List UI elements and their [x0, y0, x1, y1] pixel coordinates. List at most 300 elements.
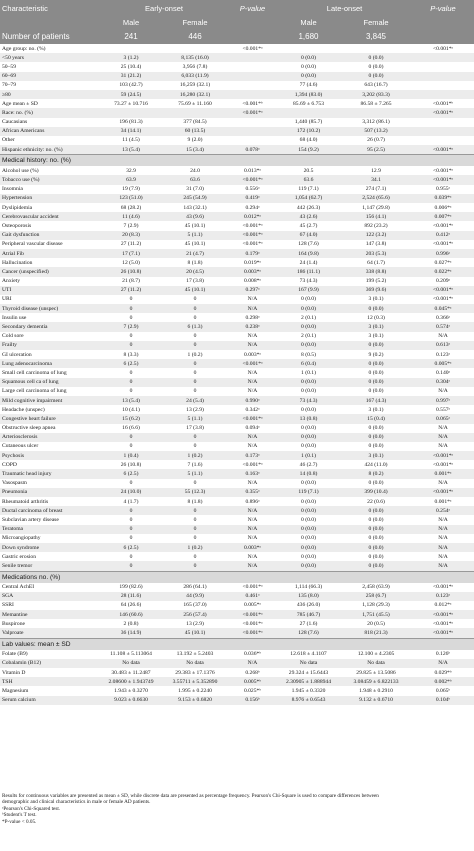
early-female-cell: 245 (54.9): [162, 194, 228, 203]
late-p-value-cell: <0.001*ᵃ: [432, 222, 454, 229]
late-p-value-cell: [412, 127, 474, 136]
early-p-value-cell: 0.179ᵃ: [228, 249, 277, 258]
footnote-line: ᵇStudent's T test.: [2, 812, 37, 819]
late-p-value-cell: 0.001*ᵃ: [412, 469, 474, 478]
late-female-cell: 1,751 (45.5): [340, 610, 412, 619]
table-row: [0, 601, 474, 610]
row-label: Frailty: [0, 341, 100, 350]
early-p-value-cell: N/A: [228, 561, 277, 571]
late-female-cell: 29.825 ± 13.5086: [356, 669, 396, 676]
early-male-cell: 9.023 ± 0.6630: [100, 696, 162, 705]
row-label: Insulin use: [2, 314, 27, 321]
late-male-cell: 46 (2.7): [299, 461, 318, 468]
early-female-cell: 16,280 (32.1): [162, 90, 228, 99]
early-p-value-cell: <0.001*ᵃ: [242, 45, 263, 52]
early-p-value-cell: 0.012*ᵃ: [228, 212, 277, 221]
early-male-cell: 15 (6.2): [100, 414, 162, 423]
early-female-cell: 0: [193, 314, 197, 321]
late-female-cell: 892 (23.2): [364, 222, 388, 229]
early-p-value-cell: 0.163ᵃ: [228, 469, 277, 478]
late-p-value-cell: N/A: [438, 388, 448, 395]
late-female-cell: 203 (5.3): [340, 249, 412, 258]
row-label: Valproate: [0, 628, 100, 638]
early-p-value-cell: <0.001*ᵃ: [228, 610, 277, 619]
early-p-value-cell: N/A: [247, 333, 258, 340]
row-label: Cutaneous ulcer: [2, 443, 39, 450]
table-row: [0, 451, 474, 460]
early-male-cell: 34 (14.1): [100, 127, 162, 136]
early-male-cell: 11.108 ± 5.113064: [110, 651, 152, 658]
late-p-value-cell: 0.001*ᵃ: [434, 498, 452, 505]
late-p-value-cell: 0.039*ᵃ: [412, 194, 474, 203]
late-female-cell: 1,147 (29.8): [362, 204, 390, 211]
late-male-cell: 1,394 (83.0): [277, 90, 340, 99]
early-p-value-cell: [228, 81, 277, 90]
row-label: Mild cognitive impairment: [0, 396, 100, 405]
row-label: Other: [2, 137, 15, 144]
early-p-value-cell: 0.094ᵃ: [245, 425, 260, 432]
early-p-value-cell: <0.001*ᵃ: [228, 414, 277, 423]
row-label: Large cell carcinoma of lung: [2, 388, 67, 395]
early-male-cell: 28 (11.6): [100, 592, 162, 601]
late-p-value-cell: [412, 118, 474, 127]
number-of-patients-row: [0, 29, 474, 44]
late-female-cell: 12.9: [371, 167, 381, 174]
early-p-value-cell: <0.001*ᵃ: [242, 620, 263, 627]
table-row: [0, 127, 474, 136]
late-male-cell: 0 (0.0): [301, 296, 316, 303]
early-male-cell: 7 (2.9): [123, 222, 139, 229]
table-row: [0, 469, 474, 478]
early-female-cell: 0: [193, 535, 197, 542]
late-male-cell: 1 (0.1): [277, 451, 340, 460]
table-row: [0, 534, 474, 543]
table-row: [0, 628, 474, 638]
late-male-cell: 785 (46.7): [277, 610, 340, 619]
early-female-cell: 0: [162, 506, 228, 515]
lab-values-section-title: Lab values: mean ± SD: [0, 638, 474, 650]
early-p-value-cell: 0.461ᵃ: [228, 592, 277, 601]
late-p-value-cell: 0.029*ᵇ: [434, 669, 452, 676]
early-male-cell: 36 (14.9): [100, 628, 162, 638]
late-female-cell: 0 (0.0): [340, 53, 412, 62]
late-p-value-cell: N/A: [438, 535, 448, 542]
early-male-cell: 68 (28.2): [120, 204, 142, 211]
early-female-cell: 0: [162, 304, 228, 313]
row-label: Anxiety: [2, 278, 21, 285]
row-label: Psychosis: [0, 451, 100, 460]
row-label: Buspirone: [2, 620, 25, 627]
late-p-value-cell: N/A: [438, 516, 448, 523]
sex-header-row: [0, 16, 474, 29]
late-male-cell: 167 (9.9): [277, 286, 340, 295]
late-male-cell: 0 (0.0): [301, 425, 316, 432]
early-female-cell: 0: [193, 553, 197, 560]
row-label: Caucasians: [2, 119, 28, 126]
late-female-cell: [340, 108, 412, 117]
early-p-value-cell: 0.556ᵃ: [245, 186, 260, 193]
table-row: [0, 610, 474, 619]
late-p-value-cell: 0.613ᵃ: [412, 341, 474, 350]
late-p-value-cell: 0.366ᵃ: [435, 314, 451, 321]
row-label: Senile tremor: [0, 561, 100, 571]
late-female-cell: 2,524 (65.6): [340, 194, 412, 203]
row-label: Ductal carcinoma of breast: [0, 506, 100, 515]
late-p-value-cell: 0.126ᵇ: [435, 651, 451, 658]
table-row: [0, 552, 474, 561]
late-male-cell: 0 (0.0): [301, 498, 316, 505]
table-row: [0, 341, 474, 350]
early-female-cell: 15 (3.4): [162, 145, 228, 155]
n-late-male: 1,680: [277, 29, 340, 44]
early-male-cell: 123 (51.0): [100, 194, 162, 203]
early-female-cell: 55 (12.3): [162, 488, 228, 497]
early-male-cell: 196 (81.3): [119, 119, 143, 126]
early-p-value-cell: <0.001*ᵃ: [242, 461, 263, 468]
early-female-cell: 8,135 (16.0): [162, 53, 228, 62]
late-female-cell: 0 (0.0): [340, 561, 412, 571]
late-p-value-cell: N/A: [438, 443, 448, 450]
late-p-value-cell: N/A: [412, 561, 474, 571]
row-label: Secondary dementia: [0, 322, 100, 331]
early-male-cell: 0: [129, 535, 133, 542]
early-male-cell: 0: [129, 443, 133, 450]
table-row: [0, 442, 474, 451]
late-p-value-cell: <0.001*ᵃ: [412, 488, 474, 497]
row-label: Hypertension: [0, 194, 100, 203]
late-male-cell: 119 (7.1): [277, 488, 340, 497]
late-female-cell: No data: [340, 659, 412, 668]
table-row: [0, 286, 474, 295]
late-female-cell: 424 (11.0): [364, 461, 388, 468]
late-male-cell: 2 (0.1): [301, 333, 316, 340]
early-female-cell: 60 (13.5): [162, 127, 228, 136]
early-female-cell: 3,956 (7.8): [182, 63, 208, 70]
late-female-cell: 3 (0.1): [368, 333, 384, 340]
row-label: Pneumonia: [0, 488, 100, 497]
late-p-value-cell: [412, 81, 474, 90]
early-p-value-cell: 0.268ᵇ: [245, 669, 260, 676]
late-female-cell: 167 (4.3): [340, 396, 412, 405]
late-male-cell: 0 (0.0): [301, 406, 316, 413]
early-male-cell: 25 (10.4): [120, 63, 142, 70]
table-row: [0, 212, 474, 221]
medical-history-section: [0, 155, 474, 167]
late-male-cell: 45 (2.7): [299, 222, 318, 229]
early-p-value-cell: 0.156ᵇ: [228, 696, 277, 705]
row-label: Memantine: [0, 610, 100, 619]
early-p-value-cell: 0.238ᵃ: [228, 322, 277, 331]
late-p-value-cell: 0.065ᵇ: [435, 687, 451, 694]
late-female-cell: 0 (0.0): [368, 480, 384, 487]
early-p-value-cell: <0.001*ᵃ: [228, 231, 277, 240]
table-row: [0, 619, 474, 628]
table-row: [0, 332, 474, 341]
early-female-cell: 3.55711 ± 5.352890: [162, 677, 228, 686]
early-p-value-cell: N/A: [228, 525, 277, 534]
late-male-cell: 128 (7.6): [298, 241, 319, 248]
late-male-cell: 0 (0.0): [277, 561, 340, 571]
early-p-value-cell: N/A: [247, 296, 258, 303]
early-male-cell: 0: [129, 314, 133, 321]
row-label: Dyslipidemia: [2, 204, 33, 211]
row-label: Teratoma: [0, 525, 100, 534]
footnote-line: *P-value < 0.05.: [2, 818, 37, 825]
early-p-value-cell: 0.036*ᵇ: [243, 651, 262, 658]
late-p-value-cell: 0.002*ᵇ: [412, 677, 474, 686]
row-label: Squamous cell ca of lung: [0, 378, 100, 387]
footnote-line: ᵃPearson's Chi-Squared test.: [2, 805, 61, 812]
row-label: Subclavian artery disease: [2, 516, 59, 523]
early-p-value-cell: N/A: [228, 378, 277, 387]
table-row: [0, 99, 474, 108]
early-female-cell: 5 (1.1): [162, 469, 228, 478]
early-female-cell: 1.995 ± 0.2240: [178, 687, 212, 694]
late-p-value-cell: [412, 72, 474, 81]
late-female-cell: 258 (6.7): [340, 592, 412, 601]
early-male-cell: 146 (60.6): [100, 610, 162, 619]
late-male-cell: 0 (0.0): [277, 304, 340, 313]
early-male-cell: 0: [100, 506, 162, 515]
table-row: [0, 240, 474, 249]
early-male-cell: 6 (2.5): [100, 543, 162, 552]
early-female-cell: 0: [162, 378, 228, 387]
table-row: [0, 668, 474, 677]
late-male-cell: 6 (0.4): [277, 359, 340, 368]
early-female-cell: 17 (3.8): [186, 278, 204, 285]
early-female-cell: 256 (57.4): [162, 610, 228, 619]
late-male-cell: 43 (2.6): [277, 212, 340, 221]
early-female-cell: 21 (4.7): [162, 249, 228, 258]
late-female-cell: 0 (0.0): [340, 525, 412, 534]
early-male-cell: 0: [129, 516, 133, 523]
late-female-cell: 818 (21.3): [340, 628, 412, 638]
late-male-cell: 0 (0.0): [277, 341, 340, 350]
row-label: Vitamin D: [2, 669, 26, 676]
late-male-cell: 128 (7.6): [277, 628, 340, 638]
row-label: TSH: [0, 677, 100, 686]
early-male-cell: 63.9: [100, 175, 162, 184]
early-p-value-cell: [228, 53, 277, 62]
late-male-cell: [277, 108, 340, 117]
early-p-value-cell: N/A: [247, 535, 258, 542]
early-female-cell: 13 (2.9): [186, 620, 204, 627]
late-male-cell: 0 (0.0): [301, 516, 316, 523]
table-row: [0, 304, 474, 313]
late-female-cell: 643 (16.7): [364, 82, 388, 89]
late-p-value-cell: 0.557ᵃ: [435, 406, 451, 413]
early-female-cell: 0: [193, 516, 197, 523]
row-label: Insomnia: [2, 186, 23, 193]
table-row: [0, 258, 474, 267]
early-p-value-cell: N/A: [228, 659, 277, 668]
late-male-cell: 0 (0.0): [277, 322, 340, 331]
late-male-cell: 154 (9.2): [277, 145, 340, 155]
early-male-cell: 2.08600 ± 1.943749: [100, 677, 162, 686]
early-male-cell: [100, 108, 162, 117]
late-male-cell: 68 (4.0): [299, 137, 318, 144]
early-male-cell: [100, 44, 162, 53]
late-p-value-cell: <0.001*ᵃ: [432, 461, 454, 468]
table-row: [0, 659, 474, 668]
late-p-value-cell: <0.001*ᵃ: [412, 286, 474, 295]
late-p-value-cell: 0.123ᵃ: [412, 592, 474, 601]
table-row: [0, 62, 474, 71]
medications-section: [0, 571, 474, 583]
late-p-value-cell: <0.001*ᵇ: [432, 100, 454, 107]
table-row: [0, 322, 474, 331]
row-label: Serum calcium: [0, 696, 100, 705]
early-female-cell: 286 (64.1): [183, 584, 207, 591]
table-row: [0, 313, 474, 322]
early-female-cell: 0: [193, 443, 197, 450]
header-row: [0, 0, 474, 16]
row-label: Race: no. (%): [0, 108, 100, 117]
late-p-value-cell: N/A: [438, 480, 448, 487]
early-male-cell: 6 (2.5): [100, 469, 162, 478]
table-row: [0, 359, 474, 368]
early-p-value-cell: N/A: [247, 480, 258, 487]
late-p-value-cell: 0.997ᵃ: [412, 396, 474, 405]
early-female-cell: 1 (0.2): [162, 451, 228, 460]
table-row: [0, 267, 474, 276]
table-row: [0, 378, 474, 387]
row-label: Hallucination: [2, 259, 33, 266]
late-male-cell: 14 (0.8): [277, 469, 340, 478]
early-male-cell: 24 (10.0): [100, 488, 162, 497]
early-female-cell: 31 (7.0): [186, 186, 204, 193]
late-male-cell: 77 (4.6): [299, 82, 318, 89]
male-header-early: Male: [100, 16, 162, 29]
table-row: [0, 221, 474, 230]
table-row: [0, 405, 474, 414]
early-female-cell: [162, 108, 228, 117]
late-male-cell: 1,114 (66.3): [294, 584, 323, 591]
late-male-cell: 135 (8.0): [277, 592, 340, 601]
table-row: [0, 175, 474, 184]
late-p-value-cell: <0.001*ᵃ: [432, 620, 454, 627]
late-p-value-cell: 0.012*ᵃ: [434, 602, 452, 609]
late-male-cell: 436 (26.0): [296, 602, 321, 609]
late-female-cell: 26 (0.7): [367, 137, 385, 144]
late-male-cell: 186 (11.1): [277, 267, 340, 276]
table-row: [0, 479, 474, 488]
late-p-value-cell: N/A: [412, 525, 474, 534]
late-male-cell: 2.30905 ± 1.888944: [277, 677, 340, 686]
n-early-male: 241: [100, 29, 162, 44]
table-row: [0, 488, 474, 497]
early-female-cell: 165 (37.0): [183, 602, 207, 609]
table-row: [0, 561, 474, 571]
late-male-cell: 442 (26.3): [296, 204, 321, 211]
footnote-line: Results for continuous variables are presented as mean ± SD, while discrete data are presented as percentage frequency. Pearson's Chi-Square is used to compare differences between: [2, 793, 379, 799]
late-male-cell: 27 (1.6): [299, 620, 318, 627]
late-male-cell: 20.5: [303, 167, 314, 174]
row-label: Alcohol use (%): [2, 167, 39, 174]
row-label: Thyroid disease (unspec): [0, 304, 100, 313]
late-female-cell: 399 (10.4): [340, 488, 412, 497]
early-p-value-cell: 0.003*ᵃ: [228, 543, 277, 552]
early-female-cell: 24 (5.4): [162, 396, 228, 405]
early-p-value-cell: [228, 62, 277, 71]
early-female-cell: 5 (1.1): [162, 231, 228, 240]
early-p-value-cell: 0.896ᵃ: [245, 498, 260, 505]
early-male-cell: 0: [129, 553, 133, 560]
early-male-cell: No data: [100, 659, 162, 668]
late-p-value-cell: N/A: [412, 659, 474, 668]
early-female-cell: 1 (0.2): [187, 351, 203, 358]
table-row: [0, 696, 474, 705]
early-p-value-cell: N/A: [247, 516, 258, 523]
late-p-value-cell: 0.027*ᵃ: [434, 259, 452, 266]
late-p-value-cell: 0.140ᵃ: [435, 369, 451, 376]
table-row: [0, 53, 474, 62]
characteristic-header: Characteristic: [0, 0, 100, 16]
late-p-value-cell: 0.304ᵃ: [412, 378, 474, 387]
early-male-cell: 27 (11.2): [120, 241, 142, 248]
table-row: [0, 515, 474, 524]
table-row: [0, 203, 474, 212]
late-p-value-cell: <0.001*ᵃ: [432, 167, 454, 174]
early-p-value-cell: N/A: [247, 388, 258, 395]
early-male-cell: 4 (1.7): [123, 498, 139, 505]
late-male-cell: 172 (10.2): [277, 127, 340, 136]
late-female-cell: 0 (0.0): [340, 378, 412, 387]
early-female-cell: 16,259 (32.1): [179, 82, 211, 89]
late-p-value-cell: 0.209ᵃ: [435, 278, 451, 285]
table-row: [0, 185, 474, 194]
early-p-value-cell: 0.078ᵃ: [228, 145, 277, 155]
early-female-cell: No data: [162, 659, 228, 668]
table-row: [0, 424, 474, 433]
late-female-cell: 3 (0.1): [340, 451, 412, 460]
early-p-value-cell: [228, 90, 277, 99]
female-header-late: Female: [340, 16, 412, 29]
late-female-cell: 338 (8.8): [340, 267, 412, 276]
late-p-value-cell: 0.955ᵃ: [435, 186, 451, 193]
late-female-cell: [340, 44, 412, 53]
early-female-cell: 0: [193, 333, 197, 340]
late-female-cell: 34.1: [340, 175, 412, 184]
medications-section-title: Medications no. (%): [0, 571, 474, 583]
late-p-value-cell: N/A: [438, 333, 448, 340]
early-male-cell: 103 (42.7): [119, 82, 143, 89]
table-row: [0, 368, 474, 377]
early-male-cell: 1.943 ± 0.3270: [114, 687, 148, 694]
late-female-cell: 9 (0.2): [368, 351, 384, 358]
late-female-cell: 3 (0.1): [368, 406, 384, 413]
late-female-cell: 22 (0.6): [367, 498, 385, 505]
row-label: Down syndrome: [0, 543, 100, 552]
p-value-header-early: P-value: [228, 0, 277, 16]
early-male-cell: 0: [129, 480, 133, 487]
table-row: [0, 543, 474, 552]
row-label: Hispanic ethnicity: no. (%): [0, 145, 100, 155]
table-row: [0, 525, 474, 534]
row-label: <50 years: [0, 53, 100, 62]
early-p-value-cell: [228, 118, 277, 127]
late-female-cell: 3,202 (83.3): [340, 90, 412, 99]
row-label: Vasospasm: [2, 480, 27, 487]
late-male-cell: 2 (0.1): [301, 314, 316, 321]
table-row: [0, 249, 474, 258]
early-p-value-cell: N/A: [228, 433, 277, 442]
late-female-cell: 122 (3.2): [340, 231, 412, 240]
late-p-value-cell: <0.001*ᵃ: [432, 241, 454, 248]
early-female-cell: 9 (2.0): [187, 137, 203, 144]
early-p-value-cell: 0.025*ᵇ: [243, 687, 262, 694]
late-male-cell: 63.6: [277, 175, 340, 184]
